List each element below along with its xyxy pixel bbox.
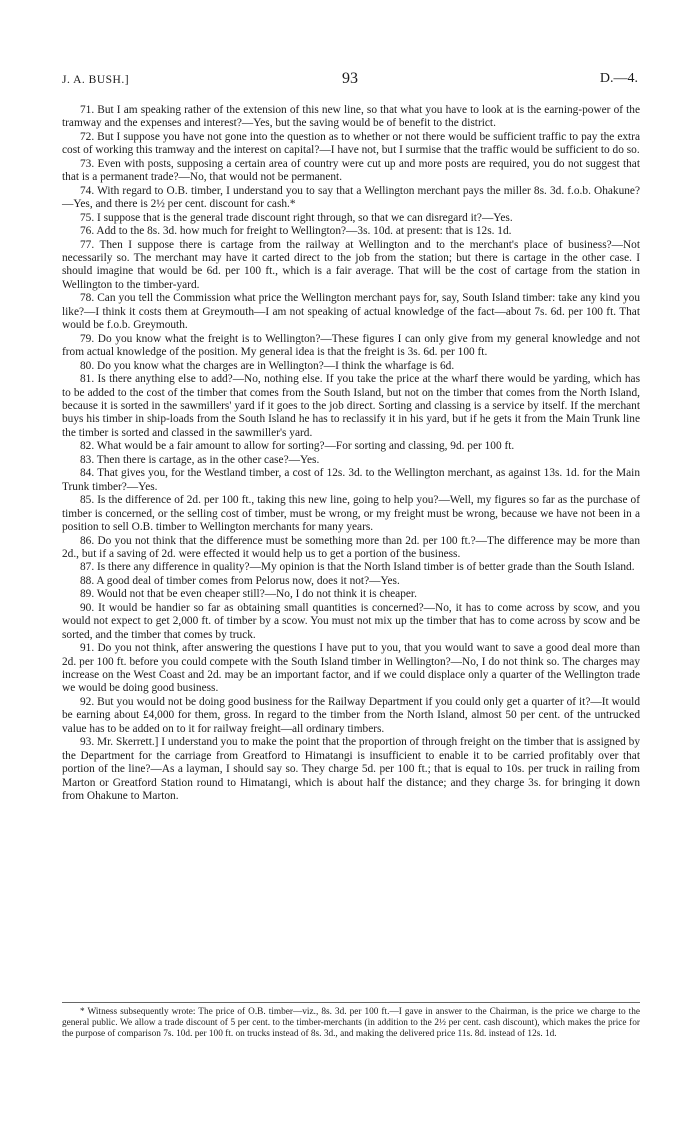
paragraph: 84. That gives you, for the Westland timber, a cost of 12s. 3d. to the Wellington merchant, as against 13s. 1d. for the Main Trunk timber?—Yes. bbox=[62, 467, 640, 493]
paragraph: 74. With regard to O.B. timber, I understand you to say that a Wellington merchant pays the miller 8s. 3d. f.o.b. Ohakune?—Yes, and there is 2½ per cent. discount for cash.* bbox=[62, 184, 640, 211]
paragraph: 88. A good deal of timber comes from Pelorus now, does it not?—Yes. bbox=[80, 574, 400, 587]
paragraph: 76. Add to the 8s. 3d. how much for freight to Wellington?—3s. 10d. at present: that is 12s. 1d. bbox=[80, 225, 512, 238]
paragraph: 91. Do you not think, after answering the questions I have put to you, that you would want to save a good deal more than 2d. per 100 ft. before you could compete with the South Island timber in Wellington?—No, I do not think so. The charges may increase on the West Coast and 2d. may be an important factor, and if we could displace only a quarter of the Wellington trade we would be doing good business. bbox=[62, 642, 640, 695]
paragraph: 83. Then there is cartage, as in the other case?—Yes. bbox=[80, 453, 320, 466]
paragraph: 93. Mr. Skerrett.] I understand you to make the point that the proportion of through freight on the timber that is assigned by the Department for the carriage from Greatford to Himatangi is insufficient to enable it to be carried profitably over that portion of the line?—As a layman, I should say so. They charge 5d. per 100 ft.; that is equal to 10s. per truck in railing from Marton or Greatford Station round to Himatangi, which is about half the distance; and they charge 3s. for bringing it down from Ohakune to Marton. bbox=[62, 736, 640, 803]
paragraph: 80. Do you know what the charges are in Wellington?—I think the wharfage is 6d. bbox=[80, 359, 455, 372]
footnote-text: * Witness subsequently wrote: The price of O.B. timber—viz., 8s. 3d. per 100 ft.—I gave in answer to the Chairman, is the price we charge to the general public. We allow a trade discount of 5 per cent. to the timber-merchants (in addition to the 2½ per cent. cash discount), which makes the price for the purpose of comparison 7s. 10d. per 100 ft. on trucks instead of 8s. 3d., and making the delivered price 11s. 8d. instead of 12s. 1d. bbox=[62, 1007, 640, 1040]
document-reference: D.—4. bbox=[599, 71, 638, 86]
testimony-body bbox=[62, 104, 640, 804]
page-header bbox=[62, 70, 638, 92]
paragraph: 89. Would not that be even cheaper still?—No, I do not think it is cheaper. bbox=[80, 588, 417, 601]
footnote-divider bbox=[62, 1002, 640, 1003]
footnote bbox=[62, 1007, 640, 1041]
paragraph: 73. Even with posts, supposing a certain area of country were cut up and more posts are required, you do not suggest that that is a permanent trade?—No, that would not be permanent. bbox=[62, 157, 640, 184]
paragraph: 71. But I am speaking rather of the extension of this new line, so that what you have to look at is the earning-power of the tramway and the expenses and interest?—Yes, but the saving would be of benefit to the district. bbox=[62, 104, 640, 130]
paragraph: 79. Do you know what the freight is to Wellington?—These figures I can only give from my general knowledge and not from actual knowledge of the position. My general idea is that the freight is 3s. 6d. per 100 ft. bbox=[62, 332, 640, 359]
paragraph: 78. Can you tell the Commission what price the Wellington merchant pays for, say, South Island timber: take any kind you like?—I think it costs them at Greymouth—I am not speaking of actual knowledge of the fact—about 7s. 6d. per 100 ft. That would be f.o.b. Greymouth. bbox=[62, 292, 640, 332]
paragraph: 86. Do you not think that the difference must be something more than 2d. per 100 ft.?—The difference may be more than 2d., but if a saving of 2d. were effected it would help us to get a portion of the business. bbox=[62, 534, 640, 560]
paragraph: 92. But you would not be doing good business for the Railway Department if you could only get a quarter of it?—It would be earning about £4,000 for them, gross. In regard to the timber from the North Island, almost 50 per cent. of the untrucked value has to be added on to it for railway freight—all ordinary timbers. bbox=[62, 695, 640, 735]
paragraph: 87. Is there any difference in quality?—My opinion is that the North Island timber is of better grade than the South Island. bbox=[80, 561, 635, 574]
paragraph: 82. What would be a fair amount to allow for sorting?—For sorting and classing, 9d. per 100 ft. bbox=[80, 440, 515, 453]
paragraph: 90. It would be handier so far as obtaining small quantities is concerned?—No, it has to come across by scow, and you would not expect to get 2,000 ft. of timber by a scow. You must not mix up the timber that has to come across by scow and be sorted, and the timber that comes by truck. bbox=[62, 601, 640, 641]
page-number: 93 bbox=[342, 70, 358, 87]
paragraph: 72. But I suppose you have not gone into the question as to whether or not there would be sufficient traffic to pay the extra cost of working this tramway and the interest on capital?—I have not, but I surmise that the traffic would be sufficient to do so. bbox=[62, 130, 640, 157]
paragraph: 81. Is there anything else to add?—No, nothing else. If you take the price at the wharf there would be yarding, which has to be added to the cost of the timber that comes from the South Island, but not on the timber that comes from the North Island, because it is sorted in the sawmillers' yard if it goes to the job direct. Sorting and classing is a service by itself. If the merchant buys his timber in ship-loads from the South Island he has to reclassify it in his yard, but if he gets it from the Main Trunk line the timber is sorted and classed in the sawmiller's yard. bbox=[62, 373, 640, 439]
paragraph: 85. Is the difference of 2d. per 100 ft., taking this new line, going to help you?—Well, my figures so far as the purchase of timber is concerned, or the selling cost of timber, must be wrong, or my freight must be wrong, because we have not been in a position to sell O.B. timber to Wellington merchants for many years. bbox=[62, 494, 640, 534]
paragraph: 75. I suppose that is the general trade discount right through, so that we can disregard it?—Yes. bbox=[80, 211, 513, 224]
header-witness-name: J. A. BUSH.] bbox=[62, 74, 130, 86]
paragraph: 77. Then I suppose there is cartage from the railway at Wellington and to the merchant's place of business?—Not necessarily so. The merchant may have it carted direct to the job from the station; but there is cartage in the other case. I should imagine that would be 6d. per 100 ft., which is a fair average. That will be the cost of cartage from the station in Wellington to the timber-yard. bbox=[62, 238, 640, 291]
